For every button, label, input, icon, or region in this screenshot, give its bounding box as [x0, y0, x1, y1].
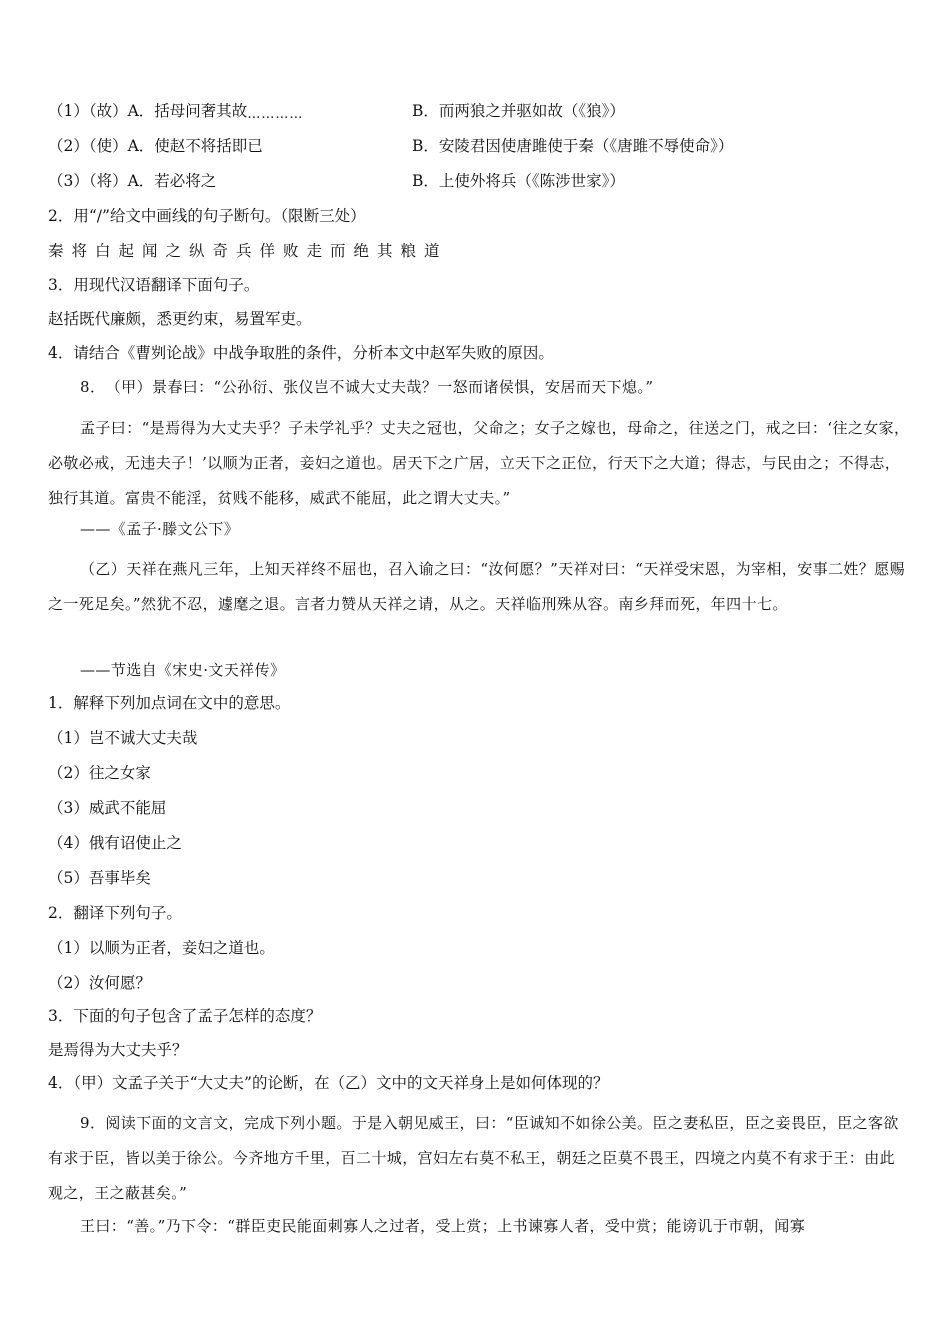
q8-q2-item: （1）以顺为正者，妾妇之道也。	[48, 939, 275, 957]
q7-question-4: 4．请结合《曹刿论战》中战争取胜的条件，分析本文中赵军失败的原因。	[48, 344, 554, 362]
q9-intro-paragraph: 9．阅读下面的文言文，完成下列小题。于是入朝见威王，曰：“臣诚知不如徐公美。臣之妻私臣，臣之妾畏臣，臣之客欲有求于臣，皆以美于徐公。今齐地方千里，百二十城，宫妇左右莫不私王，朝廷之臣莫不畏王，四境之内莫不有求于王：由此观之，王之蔽甚矣。”	[48, 1114, 899, 1202]
q8-q1-item: （4）俄有诏使止之	[48, 834, 182, 852]
q7-option-1-a: （1）（故）A．括母问奢其故	[48, 102, 248, 120]
q8-q1-item: （2）往之女家	[48, 764, 151, 782]
q8-q1-item: （1）岂不诚大丈夫哉	[48, 729, 198, 747]
q8-q1-item: （3）威武不能屈	[48, 799, 167, 817]
q7-option-3-b: B．上使外将兵（《陈涉世家》）	[412, 172, 625, 190]
q7-question-2: 2．用“/”给文中画线的句子断句。（限断三处）	[48, 207, 366, 225]
q7-question-3-text: 赵括既代廉颇，悉更约束，易置军吏。	[48, 310, 312, 328]
q8-jia-paragraph: 孟子曰：“是焉得为大丈夫乎？子未学礼乎？丈夫之冠也，父命之；女子之嫁也，母命之，往送之门，戒之曰：‘往之女家，必敬必戒，无违夫子！’以顺为正者，妾妇之道也。居天下之广居，立天下之正位，行天下之大道；得志，与民由之；不得志，独行其道。富贵不能淫，贫贱不能移，威武不能屈，此之谓大丈夫。”	[48, 419, 910, 507]
q7-question-2-text: 秦将白起闻之纵奇兵佯败走而绝其粮道	[48, 242, 448, 260]
q9-last-line: 王曰：“善。”乃下令：“群臣吏民能面刺寡人之过者，受上赏；上书谏寡人者，受中赏；能谤讥于市朝，闻寡	[80, 1217, 806, 1235]
q8-yi-source: ——节选自《宋史·文天祥传》	[80, 661, 286, 679]
q8-q2-item: （2）汝何愿？	[48, 974, 151, 992]
emphasis-dots: …………	[247, 107, 304, 122]
q8-jia-source: ——《孟子·滕文公下》	[80, 520, 240, 538]
q7-option-2-a: （2）（使）A．使赵不将括即已	[48, 137, 263, 155]
q7-question-3: 3．用现代汉语翻译下面句子。	[48, 276, 260, 294]
q7-option-1	[48, 100, 910, 126]
q8-question-1: 1．解释下列加点词在文中的意思。	[48, 694, 291, 712]
q8-yi-paragraph: （乙）天祥在燕凡三年，上知天祥终不屈也，召入谕之曰：“汝何愿？”天祥对曰：“天祥受宋恩，为宰相，安事二姓？愿赐之一死足矣。”然犹不忍，遽麾之退。言者力赞从天祥之请，从之。天祥临刑殊从容。南乡拜而死，年四十七。	[48, 560, 906, 613]
q7-option-2-b: B．安陵君因使唐雎使于秦（《唐雎不辱使命》）	[412, 137, 734, 155]
q7-option-3	[48, 170, 910, 192]
q7-option-3-a: （3）（将）A．若必将之	[48, 172, 217, 190]
q7-option-2	[48, 135, 910, 157]
q8-question-2: 2．翻译下列句子。	[48, 904, 182, 922]
q8-question-4: 4．（甲）文孟子关于“大丈夫”的论断，在（乙）文中的文天祥身上是如何体现的？	[48, 1074, 609, 1092]
q8-q1-item: （5）吾事毕矣	[48, 869, 151, 887]
q8-question-3-text: 是焉得为大丈夫乎？	[48, 1041, 188, 1059]
q8-intro: 8． （甲）景春曰：“公孙衍、张仪岂不诚大丈夫哉？一怒而诸侯惧，安居而天下熄。”	[80, 378, 654, 396]
q7-option-1-b: B．而两狼之并驱如故（《狼》）	[412, 102, 625, 120]
q8-question-3: 3．下面的句子包含了孟子怎样的态度？	[48, 1007, 322, 1025]
